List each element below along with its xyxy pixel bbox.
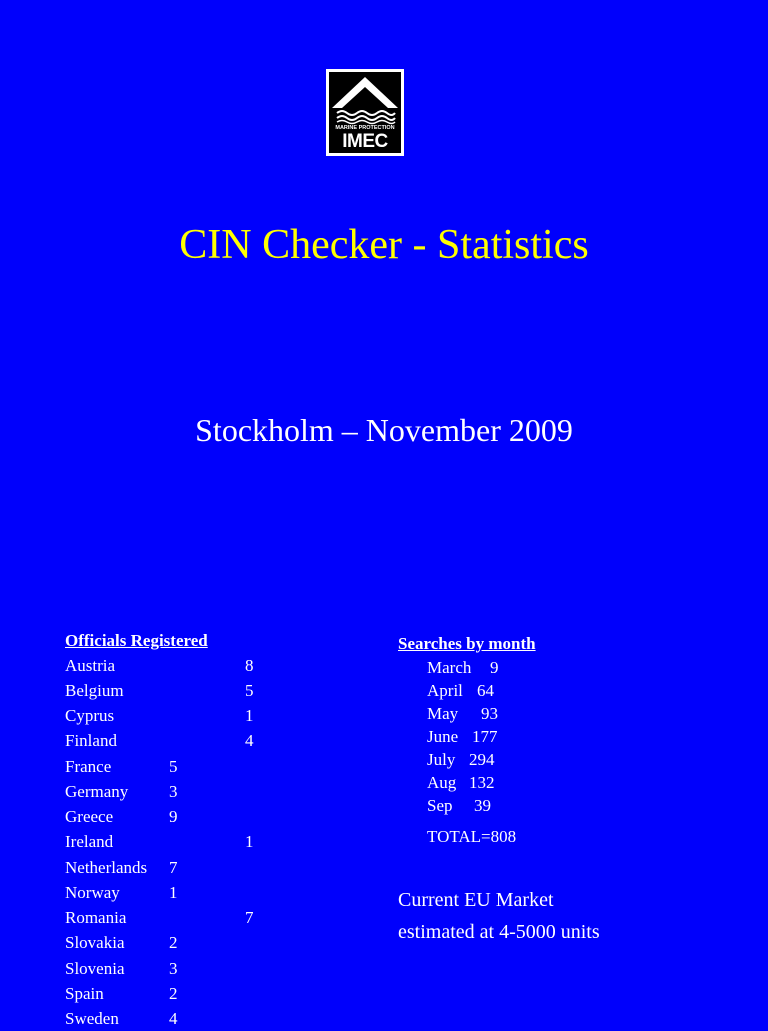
country-count: 4 (245, 731, 254, 750)
country-count: 9 (169, 807, 178, 826)
list-item (65, 981, 285, 1006)
month-name: Sep (427, 796, 453, 815)
officials-heading: Officials Registered (65, 631, 208, 650)
list-item (427, 794, 507, 817)
country-count: 3 (169, 782, 178, 801)
month-value: 39 (474, 796, 491, 815)
list-item (65, 829, 285, 854)
month-value: 177 (472, 727, 498, 746)
country-count: 4 (169, 1009, 178, 1028)
list-item (65, 880, 285, 905)
month-name: July (427, 750, 456, 769)
list-item (65, 956, 285, 981)
month-value: 64 (477, 681, 494, 700)
country-count: 1 (245, 832, 254, 851)
country-count: 1 (245, 706, 254, 725)
country-count: 2 (169, 984, 178, 1003)
list-item (65, 905, 285, 930)
month-value: 93 (481, 704, 498, 723)
country-name: Sweden (65, 1009, 119, 1028)
list-item (65, 653, 285, 678)
month-value: 132 (469, 773, 495, 792)
country-count: 1 (169, 883, 178, 902)
list-item (65, 754, 285, 779)
month-name: March (427, 658, 472, 677)
list-item (427, 771, 507, 794)
logo-tagline: MARINE PROTECTION (335, 125, 395, 131)
list-item (65, 1006, 285, 1031)
list-item (427, 656, 507, 679)
country-name: Greece (65, 807, 114, 826)
logo-panel (329, 72, 401, 153)
logo-name: IMEC (342, 131, 388, 152)
country-name: Slovakia (65, 933, 125, 952)
list-item (427, 679, 507, 702)
country-count: 7 (245, 908, 254, 927)
country-count: 8 (245, 656, 254, 675)
list-item (427, 702, 507, 725)
list-item (65, 804, 285, 829)
list-item (427, 725, 507, 748)
slide-subtitle: Stockholm – November 2009 (195, 412, 573, 448)
market-line-2: estimated at 4-5000 units (398, 921, 600, 943)
country-count: 3 (169, 959, 178, 978)
list-item (65, 728, 285, 753)
country-name: Cyprus (65, 706, 115, 725)
month-value: 9 (490, 658, 499, 677)
country-name: Norway (65, 883, 120, 902)
country-name: Belgium (65, 681, 124, 700)
country-name: Spain (65, 984, 104, 1003)
country-name: Austria (65, 656, 116, 675)
month-name: June (427, 727, 459, 746)
month-value: 294 (469, 750, 495, 769)
list-item (65, 678, 285, 703)
imec-logo (326, 69, 404, 156)
country-name: Germany (65, 782, 129, 801)
month-name: May (427, 704, 459, 723)
country-count: 2 (169, 933, 178, 952)
market-line-1: Current EU Market (398, 889, 554, 911)
country-name: Finland (65, 731, 117, 750)
country-name: France (65, 757, 112, 776)
country-count: 5 (169, 757, 178, 776)
month-name: Aug (427, 773, 457, 792)
country-name: Romania (65, 908, 127, 927)
country-count: 5 (245, 681, 254, 700)
list-item (65, 779, 285, 804)
month-name: April (427, 681, 463, 700)
list-item (65, 703, 285, 728)
country-name: Slovenia (65, 959, 125, 978)
list-item (65, 930, 285, 955)
country-name: Netherlands (65, 858, 148, 877)
searches-heading: Searches by month (398, 634, 536, 653)
list-item (65, 855, 285, 880)
list-item (427, 748, 507, 771)
searches-total: TOTAL=808 (427, 827, 517, 846)
slide-title: CIN Checker - Statistics (179, 222, 589, 268)
country-name: Ireland (65, 832, 114, 851)
country-count: 7 (169, 858, 178, 877)
